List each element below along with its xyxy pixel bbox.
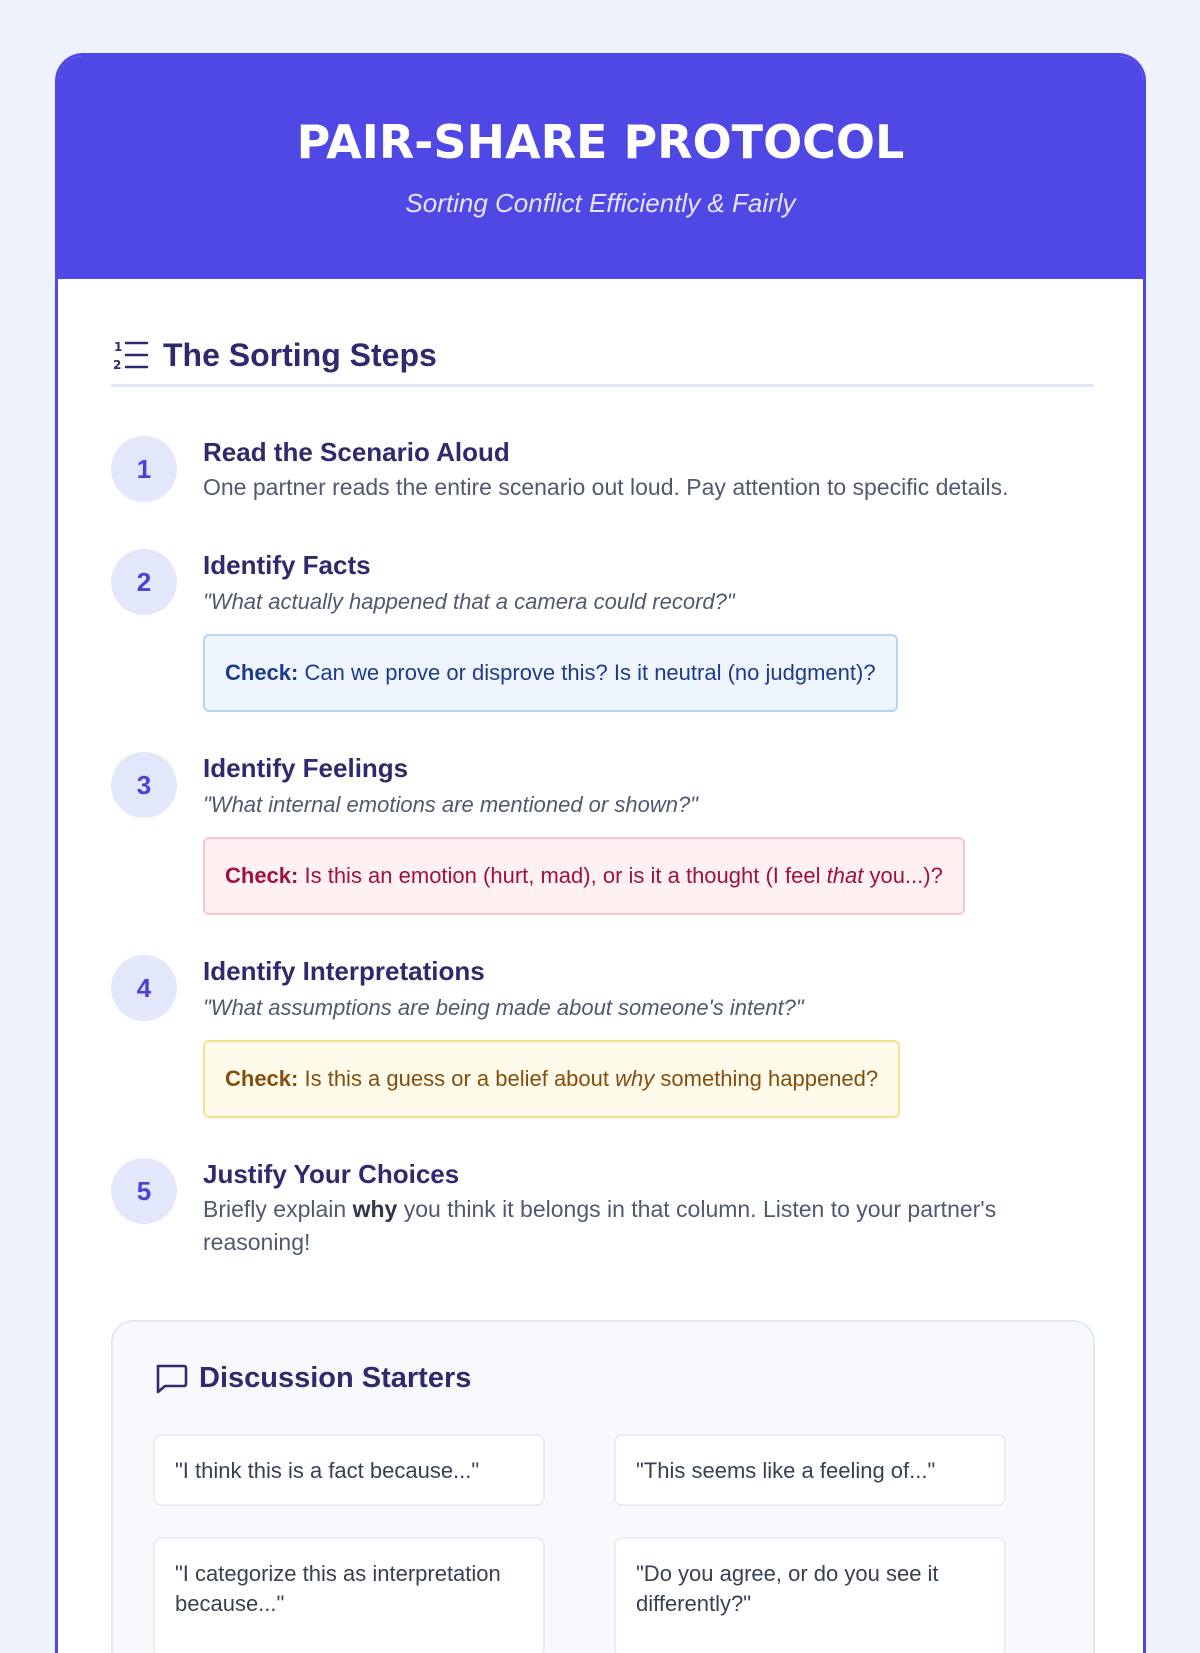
step-description xyxy=(203,1193,1101,1259)
step-number: 1 xyxy=(111,436,177,502)
svg-text:2: 2 xyxy=(113,358,122,372)
section-title: The Sorting Steps xyxy=(163,336,437,373)
desc-text-end: you think it belongs in that column. Listen to your partner's reasoning! xyxy=(203,1196,997,1255)
chat-bubble-icon xyxy=(153,1360,189,1396)
discussion-heading xyxy=(153,1360,471,1396)
starter-card: "I think this is a fact because..." xyxy=(153,1434,545,1506)
starter-card: "Do you agree, or do you see it differently?" xyxy=(614,1537,1006,1653)
step-description: One partner reads the entire scenario out loud. Pay attention to specific details. xyxy=(203,474,1009,500)
discussion-starters-panel xyxy=(111,1320,1095,1653)
check-label: Check: xyxy=(225,863,299,888)
check-label: Check: xyxy=(225,1066,299,1091)
check-emphasis: that xyxy=(826,863,864,888)
starter-card: "I categorize this as interpretation because..." xyxy=(153,1537,545,1653)
check-box-interpretations xyxy=(203,1040,900,1118)
step-title: Identify Interpretations xyxy=(203,956,485,986)
discussion-title: Discussion Starters xyxy=(199,1361,472,1394)
step-quote: "What internal emotions are mentioned or shown?" xyxy=(203,792,698,817)
step-title: Identify Facts xyxy=(203,550,371,580)
check-box-feelings xyxy=(203,837,965,915)
check-emphasis: why xyxy=(615,1066,655,1091)
check-text: Is this an emotion (hurt, mad), or is it a thought (I feel xyxy=(304,863,821,888)
step-number: 3 xyxy=(111,752,177,818)
desc-text: Briefly explain xyxy=(203,1196,347,1222)
page-subtitle: Sorting Conflict Efficiently & Fairly xyxy=(405,188,796,218)
check-text-end: you...)? xyxy=(869,863,943,888)
numbered-list-icon xyxy=(111,336,149,374)
header-banner xyxy=(58,56,1143,279)
step-title: Identify Feelings xyxy=(203,753,409,783)
protocol-card xyxy=(55,53,1146,1653)
step-number: 2 xyxy=(111,549,177,615)
desc-emphasis: why xyxy=(352,1196,398,1222)
step-number: 4 xyxy=(111,955,177,1021)
check-text: Is this a guess or a belief about xyxy=(304,1066,610,1091)
starter-card: "This seems like a feeling of..." xyxy=(614,1434,1006,1506)
check-label: Check: xyxy=(225,660,299,685)
step-quote: "What actually happened that a camera could record?" xyxy=(203,589,735,614)
sorting-steps-heading xyxy=(111,326,1093,387)
step-number: 5 xyxy=(111,1158,177,1224)
page-title: PAIR-SHARE PROTOCOL xyxy=(296,115,905,169)
svg-text:1: 1 xyxy=(114,340,123,354)
step-quote: "What assumptions are being made about someone's intent?" xyxy=(203,995,804,1020)
step-title: Read the Scenario Aloud xyxy=(203,437,510,467)
check-text-end: something happened? xyxy=(660,1066,879,1091)
check-text: Can we prove or disprove this? Is it neutral (no judgment)? xyxy=(304,660,876,685)
step-title: Justify Your Choices xyxy=(203,1159,460,1189)
check-box-facts xyxy=(203,634,898,712)
